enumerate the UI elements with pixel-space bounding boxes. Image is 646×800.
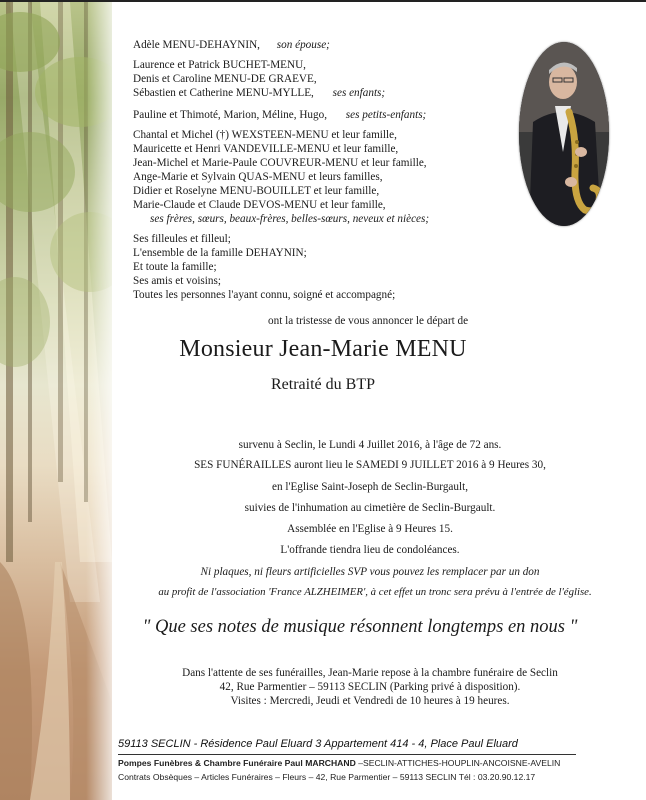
other-2: L'ensemble de la famille DEHAYNIN; — [133, 247, 307, 259]
portrait-photo — [519, 42, 609, 226]
sibling-5: Didier et Roselyne MENU-BOUILLET et leur famille, — [133, 185, 380, 197]
grandchildren: Pauline et Thimoté, Marion, Méline, Hugo, — [133, 109, 327, 121]
grandchildren-line — [133, 108, 426, 122]
family-address: 59113 SECLIN - Résidence Paul Eluard 3 Appartement 414 - 4, Place Paul Eluard — [118, 738, 518, 750]
grandchildren-role: ses petits-enfants; — [345, 109, 427, 121]
assembly-info: Assemblée en l'Eglise à 9 Heures 15. — [287, 523, 453, 535]
funeral-info: SES FUNÉRAILLES auront lieu le SAMEDI 9 JUILLET 2016 à 9 Heures 30, — [194, 459, 546, 471]
announcement-intro: ont la tristesse de vous annoncer le départ de — [268, 315, 469, 327]
wake-line-3: Visites : Mercredi, Jeudi et Vendredi de 10 heures à 19 heures. — [230, 695, 510, 707]
other-5: Toutes les personnes l'ayant connu, soigné et accompagné; — [133, 289, 396, 301]
offering-info: L'offrande tiendra lieu de condoléances. — [280, 544, 460, 556]
death-info: survenu à Seclin, le Lundi 4 Juillet 2016, à l'âge de 72 ans. — [238, 439, 502, 451]
church-info: en l'Eglise Saint-Joseph de Seclin-Burgault, — [271, 481, 468, 493]
spouse-role: son épouse; — [276, 39, 330, 51]
other-3: Et toute la famille; — [133, 261, 217, 273]
memorial-quote: " Que ses notes de musique résonnent longtemps en nous " — [142, 617, 578, 637]
spouse-name: Adèle MENU-DEHAYNIN, — [133, 39, 260, 51]
child-3: Sébastien et Catherine MENU-MYLLE, — [133, 87, 314, 99]
sibling-2: Mauricette et Henri VANDEVILLE-MENU et leur famille, — [133, 143, 399, 155]
funeral-home-services: Contrats Obsèques – Articles Funéraires – Fleurs – 42, Rue Parmentier – 59113 SECLIN Tél : 03.20.90.12.17 — [118, 772, 536, 782]
footer-divider — [118, 754, 576, 755]
deceased-title: Retraité du BTP — [271, 376, 375, 393]
child-1: Laurence et Patrick BUCHET-MENU, — [133, 59, 306, 71]
funeral-home-name: Pompes Funèbres & Chambre Funéraire Paul MARCHAND — [118, 758, 356, 768]
donation-info: au profit de l'association 'France ALZHEIMER', à cet effet un tronc sera prévu à l'entrée de l'église. — [158, 586, 592, 598]
spouse-line — [133, 38, 330, 52]
saxophonist-illustration — [519, 42, 609, 226]
no-flowers-info: Ni plaques, ni fleurs artificielles SVP vous pouvez les remplacer par un don — [200, 566, 540, 578]
sibling-4: Ange-Marie et Sylvain QUAS-MENU et leurs familles, — [133, 171, 383, 183]
sibling-1: Chantal et Michel (†) WEXSTEEN-MENU et leur famille, — [133, 129, 397, 141]
sibling-3: Jean-Michel et Marie-Paule COUVREUR-MENU et leur famille, — [133, 157, 427, 169]
children-role: ses enfants; — [332, 87, 386, 99]
funeral-home-locations: –SECLIN-ATTICHES-HOUPLIN-ANCOISNE-AVELIN — [355, 758, 561, 768]
other-1: Ses filleules et filleul; — [133, 233, 231, 245]
burial-info: suivies de l'inhumation au cimetière de Seclin-Burgault. — [244, 502, 496, 514]
sibling-6: Marie-Claude et Claude DEVOS-MENU et leur famille, — [133, 199, 386, 211]
funeral-home-line — [118, 758, 618, 768]
wake-line-1: Dans l'attente de ses funérailles, Jean-Marie repose à la chambre funéraire de Seclin — [182, 667, 558, 679]
child-2: Denis et Caroline MENU-DE GRAEVE, — [133, 73, 317, 85]
deceased-name: Monsieur Jean-Marie MENU — [179, 336, 467, 362]
siblings-role: ses frères, sœurs, beaux-frères, belles-sœurs, neveux et nièces; — [150, 213, 430, 225]
wake-line-2: 42, Rue Parmentier – 59113 SECLIN (Parking privé à disposition). — [219, 681, 521, 693]
other-4: Ses amis et voisins; — [133, 275, 221, 287]
child-3-line — [133, 86, 385, 100]
